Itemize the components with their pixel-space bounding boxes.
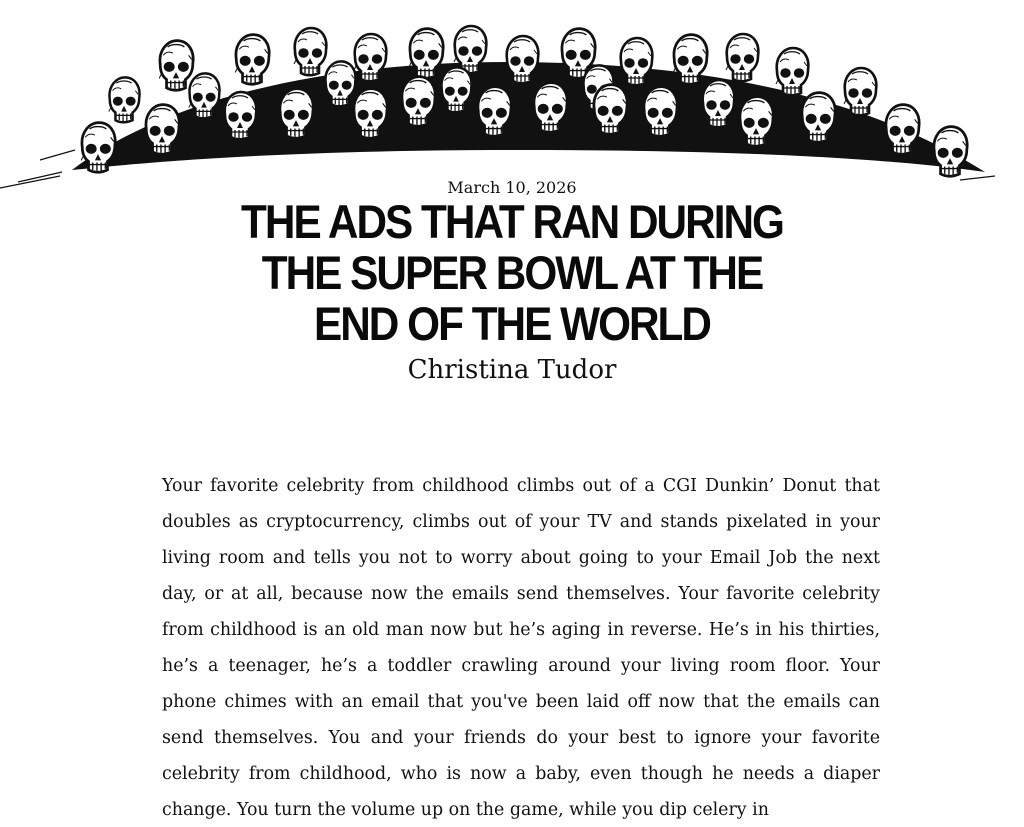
skull-pile-banner	[0, 0, 1024, 200]
article-header	[0, 176, 1024, 387]
article-body-paragraph: Your favorite celebrity from childhood climbs out of a CGI Dunkin’ Donut that doubles as cryptocurrency, climbs out of your TV and stands pixelated in your living room and tells you not to worry about going to your Email Job the next day, or at all, because now the emails send themselves. Your favorite celebrity from childhood is an old man now but he’s aging in reverse. He’s in his thirties, he’s a teenager, he’s a toddler crawling around your living room floor. Your phone chimes with an email that you've been laid off now that the emails can send themselves. You and your friends do your best to ignore your favorite celebrity from childhood, who is now a baby, even though he needs a diaper change. You turn the volume up on the game, while you dip celery in	[162, 476, 880, 820]
article-title: THE ADS THAT RAN DURING THE SUPER BOWL AT THE END OF THE WORLD	[241, 195, 783, 350]
author-name: Christina Tudor	[407, 355, 617, 385]
publish-date: March 10, 2026	[447, 178, 577, 197]
